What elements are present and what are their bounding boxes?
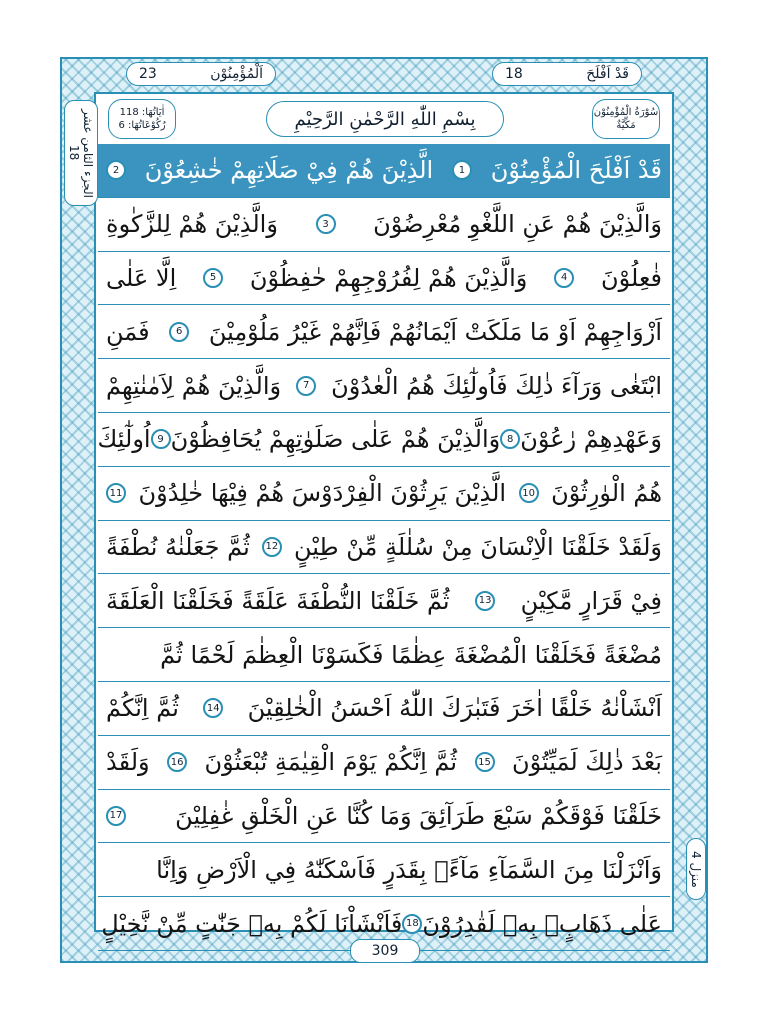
text-line — [98, 736, 670, 790]
text-line — [98, 628, 670, 682]
verse-text: الَّذِيْنَ يَرِثُوْنَ الْفِرْدَوْسَ هُمْ فِيْهَا خٰلِدُوْنَ — [138, 479, 507, 508]
verse-text: اُولٰٓئِكَ — [98, 425, 151, 454]
juz-title: قَدْ اَفْلَحَ — [586, 66, 629, 82]
page-number: 309 — [350, 939, 420, 963]
verse-text: هُمُ الْوٰرِثُوْنَ — [551, 479, 662, 508]
verse-text: قَدْ اَفْلَحَ الْمُؤْمِنُوْنَ — [490, 156, 662, 185]
verse-text: فِيْ قَرَارٍ مَّكِيْنٍ — [520, 586, 662, 615]
verse-text: مُضْغَةً فَخَلَقْنَا الْمُضْغَةَ عِظٰمًا فَكَسَوْنَا الْعِظٰمَ لَحْمًا ثُمَّ — [160, 640, 662, 669]
verse-text: خَلَقْنَا فَوْقَكُمْ سَبْعَ طَرَآئِقَ وَمَا كُنَّا عَنِ الْخَلْقِ غٰفِلِيْنَ — [175, 801, 662, 830]
verse-text: وَالَّذِيْنَ هُمْ عَلٰى صَلَوٰتِهِمْ يُحَافِظُوْنَ — [170, 425, 501, 454]
text-lines — [98, 144, 670, 951]
ayah-marker: 15 — [475, 752, 495, 772]
verse-text: فٰعِلُوْنَ — [600, 263, 662, 292]
text-line — [98, 359, 670, 413]
verse-text: ثُمَّ خَلَقْنَا النُّطْفَةَ عَلَقَةً فَخَلَقْنَا الْعَلَقَةَ — [106, 586, 450, 615]
juz-side-label: الجزء الثامن عشر 18 — [64, 100, 98, 206]
ayah-marker: 17 — [106, 806, 126, 826]
ayah-marker: 16 — [167, 752, 187, 772]
verse-text: عَلٰى ذَهَابٍۢ بِهٖ لَقٰدِرُوْنَ — [422, 909, 662, 938]
ayah-marker: 8 — [500, 429, 520, 449]
verse-text: ثُمَّ اِنَّكُمْ يَوْمَ الْقِيٰمَةِ تُبْعَثُوْنَ — [204, 748, 458, 777]
surah-name: سُوْرَةُ الْمُؤْمِنُوْن — [593, 107, 659, 118]
surah-title: اَلْمُؤْمِنُوْن — [210, 66, 263, 82]
verse-text: فَاَنْشَاْنَا لَكُمْ بِهٖ جَنّٰتٍ مِّنْ نَّخِيْلٍ — [101, 909, 403, 938]
text-line — [98, 790, 670, 844]
surah-name-box — [592, 99, 660, 139]
ayah-marker: 2 — [106, 160, 126, 180]
surah-count-box — [108, 99, 176, 139]
verse-text: اَزْوَاجِهِمْ اَوْ مَا مَلَكَتْ اَيْمَانُهُمْ فَاِنَّهُمْ غَيْرُ مَلُوْمِيْنَ — [208, 317, 662, 346]
ayah-marker: 9 — [151, 429, 171, 449]
verse-text: ابْتَغٰى وَرَآءَ ذٰلِكَ فَاُولٰٓئِكَ هُمُ الْعٰدُوْنَ — [331, 371, 662, 400]
text-line — [98, 521, 670, 575]
ayah-marker: 3 — [316, 214, 336, 234]
verse-text: وَلَقَدْ خَلَقْنَا الْاِنْسَانَ مِنْ سُلٰلَةٍ مِّنْ طِيْنٍ — [293, 532, 662, 561]
text-line — [98, 467, 670, 521]
page-header — [94, 60, 674, 88]
verse-text: وَعَهْدِهِمْ رٰعُوْنَ — [520, 425, 662, 454]
ayah-marker: 7 — [296, 376, 316, 396]
surah-number: 23 — [139, 66, 157, 82]
verse-text: وَالَّذِيْنَ هُمْ لِفُرُوْجِهِمْ حٰفِظُوْنَ — [249, 263, 528, 292]
text-line — [98, 252, 670, 306]
bismillah: بِسْمِ اللّٰهِ الرَّحْمٰنِ الرَّحِيْمِ — [266, 101, 504, 137]
verse-text: الَّذِيْنَ هُمْ فِيْ صَلَاتِهِمْ خٰشِعُوْنَ — [144, 156, 434, 185]
ayah-marker: 11 — [106, 483, 126, 503]
verse-text: وَالَّذِيْنَ هُمْ عَنِ اللَّغْوِ مُعْرِضُوْنَ — [373, 210, 662, 239]
verse-text: ثُمَّ اِنَّكُمْ — [106, 694, 179, 723]
verse-text: وَالَّذِيْنَ هُمْ لِاَمٰنٰتِهِمْ — [106, 371, 282, 400]
verse-text: ثُمَّ جَعَلْنٰهُ نُطْفَةً — [106, 532, 250, 561]
ruku-count: رُكُوْعَاتُهَا: 6 — [118, 120, 166, 131]
manzil-side-label: منزل 4 — [686, 838, 706, 900]
verse-text: وَاَنْزَلْنَا مِنَ السَّمَآءِ مَآءًۢ بِقَدَرٍ فَاَسْكَنّٰهُ فِي الْاَرْضِ وَاِنَّا — [156, 855, 662, 884]
text-line — [98, 198, 670, 252]
verse-text: وَالَّذِيْنَ هُمْ لِلزَّكٰوةِ — [106, 210, 278, 239]
text-line — [98, 413, 670, 467]
text-line — [98, 682, 670, 736]
verse-text: فَمَنِ — [106, 317, 150, 346]
text-line — [98, 843, 670, 897]
surah-type: مَكِّيَّةٌ — [616, 120, 636, 131]
ayah-marker: 18 — [402, 914, 422, 934]
text-line — [98, 144, 670, 198]
juz-number: 18 — [505, 66, 523, 82]
ayah-marker: 5 — [203, 268, 223, 288]
surah-heading — [100, 97, 668, 141]
ayah-marker: 6 — [169, 322, 189, 342]
ayah-marker: 10 — [519, 483, 539, 503]
juz-header — [492, 62, 642, 86]
ayah-marker: 4 — [554, 268, 574, 288]
verse-text: اِلَّا عَلٰى — [106, 263, 177, 292]
text-line — [98, 574, 670, 628]
ayah-marker: 14 — [203, 698, 223, 718]
text-line — [98, 305, 670, 359]
ayah-marker: 1 — [452, 160, 472, 180]
verse-text: وَلَقَدْ — [106, 748, 150, 777]
verse-text: اَنْشَاْنٰهُ خَلْقًا اٰخَرَ فَتَبٰرَكَ اللّٰهُ اَحْسَنُ الْخٰلِقِيْنَ — [247, 694, 662, 723]
ayat-count: اٰيَاتُهَا: 118 — [119, 107, 165, 118]
ayah-marker: 13 — [475, 591, 495, 611]
surah-header — [126, 62, 276, 86]
ayah-marker: 12 — [262, 537, 282, 557]
verse-text: بَعْدَ ذٰلِكَ لَمَيِّتُوْنَ — [511, 748, 662, 777]
